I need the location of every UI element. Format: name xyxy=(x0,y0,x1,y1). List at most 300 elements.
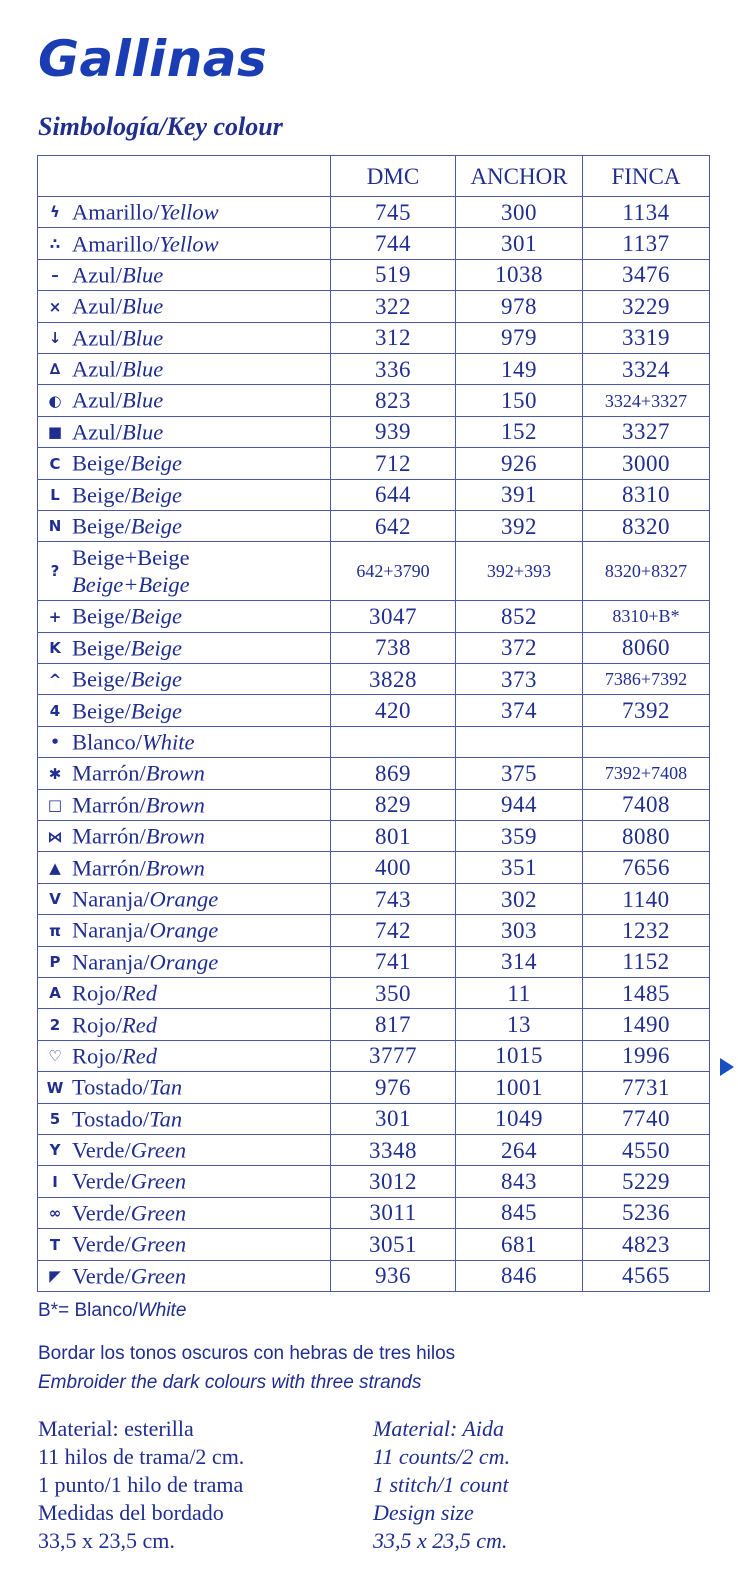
anchor-code-cell: 843 xyxy=(456,1166,583,1197)
color-name-english: Tan xyxy=(149,1074,183,1100)
finca-code-cell: 8320+8327 xyxy=(583,542,710,601)
color-name-cell xyxy=(38,789,331,820)
finca-code-cell: 1137 xyxy=(583,228,710,259)
color-name-cell xyxy=(38,542,331,601)
color-name-spanish: Marrón/ xyxy=(72,760,146,786)
color-name-english: Red xyxy=(122,1012,157,1038)
stitch-symbol-icon: L xyxy=(50,486,60,504)
finca-code-cell: 3476 xyxy=(583,259,710,290)
color-name-english: Brown xyxy=(145,760,205,786)
stitch-symbol-icon: ⋈ xyxy=(47,827,63,846)
finca-code-cell: 8310+B* xyxy=(583,601,710,632)
color-name-english: Green xyxy=(130,1231,187,1257)
anchor-code-cell: 11 xyxy=(456,977,583,1008)
stitch-symbol-icon: ∴ xyxy=(49,234,61,253)
finca-code-cell: 1490 xyxy=(583,1009,710,1040)
color-name-spanish: Amarillo/ xyxy=(72,199,160,225)
material-line: Medidas del bordado xyxy=(38,1499,224,1525)
dmc-code-cell: 976 xyxy=(331,1072,456,1103)
finca-code-cell: 1232 xyxy=(583,915,710,946)
color-name-english: Red xyxy=(122,980,157,1006)
color-name-cell xyxy=(38,852,331,883)
table-row xyxy=(38,291,710,322)
anchor-code-cell: 1038 xyxy=(456,259,583,290)
dmc-code-cell: 3051 xyxy=(331,1229,456,1260)
stitch-symbol-icon: ϟ xyxy=(50,203,60,222)
color-name-cell xyxy=(38,821,331,852)
color-name-cell xyxy=(38,1229,331,1260)
page-title: Gallinas xyxy=(38,30,268,88)
stitch-symbol-icon: ◐ xyxy=(48,391,62,410)
color-name-cell xyxy=(38,1260,331,1291)
finca-code-cell: 8310 xyxy=(583,479,710,510)
finca-code-cell: 7731 xyxy=(583,1072,710,1103)
dmc-code-cell: 743 xyxy=(331,883,456,914)
color-name-english: Blue xyxy=(122,388,164,414)
dmc-code-cell: 350 xyxy=(331,977,456,1008)
color-name-spanish: Beige/ xyxy=(72,666,131,692)
color-name-english: Brown xyxy=(145,823,205,849)
color-name-english: Yellow xyxy=(159,231,219,257)
stitch-symbol-icon: ? xyxy=(50,561,60,580)
stitch-symbol-icon: ∆ xyxy=(49,360,61,379)
color-name-spanish: Verde/ xyxy=(72,1169,131,1195)
table-row xyxy=(38,1166,710,1197)
color-name-spanish: Naranja/ xyxy=(72,917,150,943)
finca-code-cell: 3324 xyxy=(583,353,710,384)
table-row xyxy=(38,1103,710,1134)
table-row xyxy=(38,542,710,601)
stitch-symbol-icon: V xyxy=(49,890,61,909)
color-name-spanish: Rojo/ xyxy=(72,980,123,1006)
color-name-spanish: Azul/ xyxy=(72,293,122,319)
color-name-cell xyxy=(38,601,331,632)
dmc-code-cell: 744 xyxy=(331,228,456,259)
header-blank xyxy=(38,156,331,197)
color-name-cell xyxy=(38,228,331,259)
finca-code-cell: 3327 xyxy=(583,416,710,447)
color-name-cell xyxy=(38,416,331,447)
anchor-code-cell: 13 xyxy=(456,1009,583,1040)
color-name-spanish: Beige/ xyxy=(72,698,131,724)
header-finca: FINCA xyxy=(583,156,710,197)
header-dmc: DMC xyxy=(331,156,456,197)
anchor-code-cell: 152 xyxy=(456,416,583,447)
finca-code-cell: 1140 xyxy=(583,883,710,914)
finca-code-cell: 4565 xyxy=(583,1260,710,1291)
color-name-english: Yellow xyxy=(159,199,219,225)
dmc-code-cell: 936 xyxy=(331,1260,456,1291)
color-name-cell xyxy=(38,291,331,322)
anchor-code-cell: 852 xyxy=(456,601,583,632)
color-name-english: Blue xyxy=(122,325,164,351)
color-name-cell xyxy=(38,1134,331,1165)
stitch-symbol-icon: ■ xyxy=(47,423,63,442)
table-row xyxy=(38,197,710,228)
dmc-code-cell: 801 xyxy=(331,821,456,852)
finca-code-cell: 1134 xyxy=(583,197,710,228)
table-row xyxy=(38,664,710,695)
anchor-code-cell xyxy=(456,726,583,757)
table-row xyxy=(38,416,710,447)
color-name-cell xyxy=(38,1072,331,1103)
stitch-symbol-icon: K xyxy=(49,639,61,658)
dmc-code-cell: 519 xyxy=(331,259,456,290)
b-star-english: White xyxy=(137,1300,187,1321)
material-english xyxy=(373,1415,510,1555)
anchor-code-cell: 302 xyxy=(456,883,583,914)
color-name-english: Tan xyxy=(149,1106,183,1132)
stitch-symbol-icon: ♡ xyxy=(48,1047,62,1066)
stitch-symbol-icon: ↓ xyxy=(48,329,62,348)
stitch-symbol-icon: N xyxy=(48,517,62,536)
color-name-english: Brown xyxy=(145,792,205,818)
material-line: 1 punto/1 hilo de trama xyxy=(38,1471,244,1497)
color-name-cell xyxy=(38,632,331,663)
material-spanish xyxy=(38,1415,244,1555)
anchor-code-cell: 301 xyxy=(456,228,583,259)
table-row xyxy=(38,259,710,290)
color-name-spanish: Azul/ xyxy=(72,419,122,445)
color-name-english: White xyxy=(141,729,195,755)
color-name-spanish: Verde/ xyxy=(72,1231,131,1257)
material-line: Design size xyxy=(373,1499,474,1525)
color-name-spanish: Marrón/ xyxy=(72,855,146,881)
color-name-spanish: Verde/ xyxy=(72,1137,131,1163)
anchor-code-cell: 375 xyxy=(456,758,583,789)
color-name-cell xyxy=(38,915,331,946)
material-line: 1 stitch/1 count xyxy=(373,1471,509,1497)
finca-code-cell: 1485 xyxy=(583,977,710,1008)
anchor-code-cell: 681 xyxy=(456,1229,583,1260)
table-row xyxy=(38,385,710,416)
color-name-cell xyxy=(38,448,331,479)
color-name-spanish: Azul/ xyxy=(72,325,122,351)
anchor-code-cell: 300 xyxy=(456,197,583,228)
finca-code-cell: 7740 xyxy=(583,1103,710,1134)
color-name-cell xyxy=(38,479,331,510)
anchor-code-cell: 314 xyxy=(456,946,583,977)
stitch-symbol-icon: – xyxy=(51,266,59,285)
table-row xyxy=(38,632,710,663)
dmc-code-cell: 817 xyxy=(331,1009,456,1040)
color-name-english: Orange xyxy=(149,949,219,975)
dmc-code-cell: 312 xyxy=(331,322,456,353)
finca-code-cell: 3229 xyxy=(583,291,710,322)
dmc-code-cell: 3011 xyxy=(331,1197,456,1228)
color-name-spanish: Verde/ xyxy=(72,1200,131,1226)
color-name-spanish: Beige/ xyxy=(72,450,131,476)
color-name-english: Beige xyxy=(130,450,182,476)
color-name-cell xyxy=(38,322,331,353)
dmc-code-cell: 644 xyxy=(331,479,456,510)
color-name-english: Beige xyxy=(130,513,182,539)
finca-code-cell: 5236 xyxy=(583,1197,710,1228)
table-body xyxy=(38,197,710,1292)
stitch-symbol-icon: I xyxy=(52,1172,58,1191)
color-name-cell xyxy=(38,1166,331,1197)
dmc-code-cell: 745 xyxy=(331,197,456,228)
color-name-cell xyxy=(38,946,331,977)
table-row xyxy=(38,322,710,353)
color-name-cell xyxy=(38,664,331,695)
color-name-spanish: Tostado/ xyxy=(72,1106,150,1132)
table-row xyxy=(38,977,710,1008)
anchor-code-cell: 264 xyxy=(456,1134,583,1165)
anchor-code-cell: 1049 xyxy=(456,1103,583,1134)
color-name-english: Beige xyxy=(130,604,182,630)
table-row xyxy=(38,1009,710,1040)
dmc-code-cell: 3828 xyxy=(331,664,456,695)
color-name-cell xyxy=(38,758,331,789)
color-name-spanish: Amarillo/ xyxy=(72,231,160,257)
anchor-code-cell: 1001 xyxy=(456,1072,583,1103)
stitch-symbol-icon: ✱ xyxy=(48,764,62,783)
color-name-cell xyxy=(38,1103,331,1134)
header-anchor: ANCHOR xyxy=(456,156,583,197)
stitch-symbol-icon: ▲ xyxy=(49,858,61,877)
color-name-english: Blue xyxy=(122,293,164,319)
table-row xyxy=(38,1040,710,1071)
table-row xyxy=(38,479,710,510)
table-row xyxy=(38,1197,710,1228)
color-name-cell xyxy=(38,695,331,726)
color-name-english: Blue xyxy=(122,356,164,382)
finca-code-cell: 3324+3327 xyxy=(583,385,710,416)
table-row xyxy=(38,789,710,820)
color-name-english: Orange xyxy=(149,886,219,912)
table-row xyxy=(38,1260,710,1291)
anchor-code-cell: 926 xyxy=(456,448,583,479)
table-row xyxy=(38,1072,710,1103)
stitch-symbol-icon: 2 xyxy=(49,1015,61,1034)
color-name-cell xyxy=(38,726,331,757)
color-name-spanish: Azul/ xyxy=(72,388,122,414)
anchor-code-cell: 149 xyxy=(456,353,583,384)
dmc-code-cell xyxy=(331,726,456,757)
stitch-symbol-icon: • xyxy=(50,733,60,752)
finca-code-cell: 1996 xyxy=(583,1040,710,1071)
finca-code-cell: 7656 xyxy=(583,852,710,883)
color-name-spanish: Rojo/ xyxy=(72,1012,123,1038)
stitch-symbol-icon: A xyxy=(49,984,61,1003)
dmc-code-cell: 3348 xyxy=(331,1134,456,1165)
color-name-english: Green xyxy=(130,1169,187,1195)
finca-code-cell: 8080 xyxy=(583,821,710,852)
color-key-table xyxy=(37,155,710,1292)
anchor-code-cell: 150 xyxy=(456,385,583,416)
finca-code-cell: 4550 xyxy=(583,1134,710,1165)
dmc-code-cell: 712 xyxy=(331,448,456,479)
table-row xyxy=(38,758,710,789)
color-name-cell xyxy=(38,1040,331,1071)
finca-code-cell: 7386+7392 xyxy=(583,664,710,695)
color-name-spanish: Verde/ xyxy=(72,1263,131,1289)
dmc-code-cell: 738 xyxy=(331,632,456,663)
table-row xyxy=(38,1134,710,1165)
finca-code-cell: 3000 xyxy=(583,448,710,479)
key-subtitle: Simbología/Key colour xyxy=(38,112,283,141)
table-row xyxy=(38,353,710,384)
color-name-cell xyxy=(38,883,331,914)
color-name-spanish: Marrón/ xyxy=(72,823,146,849)
stitch-symbol-icon: 4 xyxy=(49,701,61,720)
color-name-spanish: Beige/ xyxy=(72,604,131,630)
table-row xyxy=(38,946,710,977)
material-line: 33,5 x 23,5 cm. xyxy=(38,1527,175,1553)
dmc-code-cell: 741 xyxy=(331,946,456,977)
finca-code-cell: 7408 xyxy=(583,789,710,820)
color-name-english: Green xyxy=(130,1137,187,1163)
anchor-code-cell: 979 xyxy=(456,322,583,353)
material-line: Material: esterilla xyxy=(38,1416,194,1441)
table-row xyxy=(38,448,710,479)
table-row xyxy=(38,915,710,946)
table-row xyxy=(38,726,710,757)
stitch-symbol-icon: □ xyxy=(47,796,63,815)
dmc-code-cell: 3777 xyxy=(331,1040,456,1071)
table-row xyxy=(38,1229,710,1260)
stitch-symbol-icon: Y xyxy=(49,1141,61,1160)
table-header-row xyxy=(38,156,710,197)
anchor-code-cell: 944 xyxy=(456,789,583,820)
anchor-code-cell: 392+393 xyxy=(456,542,583,601)
table-row xyxy=(38,510,710,541)
finca-code-cell: 5229 xyxy=(583,1166,710,1197)
dmc-code-cell: 400 xyxy=(331,852,456,883)
color-name-english: Green xyxy=(130,1263,187,1289)
next-page-arrow-icon xyxy=(720,1058,734,1076)
anchor-code-cell: 392 xyxy=(456,510,583,541)
instructions-english: Embroider the dark colours with three strands xyxy=(38,1371,422,1393)
stitch-symbol-icon: ◤ xyxy=(49,1266,61,1285)
color-name-cell xyxy=(38,510,331,541)
finca-code-cell: 3319 xyxy=(583,322,710,353)
dmc-code-cell: 3012 xyxy=(331,1166,456,1197)
color-name-spanish: Beige/ xyxy=(72,513,131,539)
anchor-code-cell: 845 xyxy=(456,1197,583,1228)
dmc-code-cell: 829 xyxy=(331,789,456,820)
color-name-spanish: Azul/ xyxy=(72,356,122,382)
color-name-english: Orange xyxy=(149,917,219,943)
dmc-code-cell: 301 xyxy=(331,1103,456,1134)
color-name-english: Beige xyxy=(130,635,182,661)
color-name-cell xyxy=(38,259,331,290)
material-line: 11 counts/2 cm. xyxy=(373,1443,511,1469)
color-name-spanish: Azul/ xyxy=(72,262,122,288)
stitch-symbol-icon: ^ xyxy=(48,670,62,689)
anchor-code-cell: 978 xyxy=(456,291,583,322)
dmc-code-cell: 823 xyxy=(331,385,456,416)
material-line: Material: Aida xyxy=(373,1416,504,1441)
anchor-code-cell: 1015 xyxy=(456,1040,583,1071)
anchor-code-cell: 351 xyxy=(456,852,583,883)
color-name-cell xyxy=(38,977,331,1008)
color-name-spanish: Naranja/ xyxy=(72,886,150,912)
anchor-code-cell: 846 xyxy=(456,1260,583,1291)
material-line: 33,5 x 23,5 cm. xyxy=(373,1527,508,1553)
b-star-prefix: B*= Blanco/ xyxy=(38,1300,138,1321)
table-row xyxy=(38,228,710,259)
table-row xyxy=(38,821,710,852)
anchor-code-cell: 303 xyxy=(456,915,583,946)
dmc-code-cell: 322 xyxy=(331,291,456,322)
material-line: 11 hilos de trama/2 cm. xyxy=(38,1443,245,1469)
color-name-english: Blue xyxy=(122,262,164,288)
color-name-spanish: Rojo/ xyxy=(72,1043,123,1069)
table-row xyxy=(38,852,710,883)
color-name-cell xyxy=(38,353,331,384)
stitch-symbol-icon: π xyxy=(49,921,61,940)
anchor-code-cell: 374 xyxy=(456,695,583,726)
finca-code-cell: 7392 xyxy=(583,695,710,726)
stitch-symbol-icon: C xyxy=(49,454,61,473)
anchor-code-cell: 391 xyxy=(456,479,583,510)
anchor-code-cell: 373 xyxy=(456,664,583,695)
color-name-english: Beige xyxy=(130,482,182,508)
dmc-code-cell: 642 xyxy=(331,510,456,541)
anchor-code-cell: 372 xyxy=(456,632,583,663)
color-name-english: Beige xyxy=(130,666,182,692)
color-name-cell xyxy=(38,197,331,228)
color-name-english: Beige+Beige xyxy=(72,572,190,598)
dmc-code-cell: 869 xyxy=(331,758,456,789)
dmc-code-cell: 420 xyxy=(331,695,456,726)
table-row xyxy=(38,695,710,726)
finca-code-cell: 8320 xyxy=(583,510,710,541)
instructions-spanish: Bordar los tonos oscuros con hebras de tres hilos xyxy=(38,1343,456,1364)
stitch-symbol-icon: × xyxy=(48,297,62,316)
dmc-code-cell: 3047 xyxy=(331,601,456,632)
color-name-spanish: Blanco/ xyxy=(72,729,142,755)
finca-code-cell: 7392+7408 xyxy=(583,758,710,789)
dmc-code-cell: 939 xyxy=(331,416,456,447)
color-name-spanish: Beige+Beige xyxy=(72,545,190,571)
color-name-english: Beige xyxy=(130,698,182,724)
instructions xyxy=(38,1340,455,1397)
b-star-note xyxy=(38,1300,186,1322)
finca-code-cell: 8060 xyxy=(583,632,710,663)
finca-code-cell xyxy=(583,726,710,757)
dmc-code-cell: 742 xyxy=(331,915,456,946)
color-name-english: Red xyxy=(122,1043,157,1069)
color-name-spanish: Naranja/ xyxy=(72,949,150,975)
color-name-spanish: Marrón/ xyxy=(72,792,146,818)
color-name-english: Brown xyxy=(145,855,205,881)
table-row xyxy=(38,883,710,914)
color-name-spanish: Beige/ xyxy=(72,635,131,661)
dmc-code-cell: 642+3790 xyxy=(331,542,456,601)
anchor-code-cell: 359 xyxy=(456,821,583,852)
color-name-spanish: Beige/ xyxy=(72,482,131,508)
stitch-symbol-icon: T xyxy=(49,1235,61,1254)
color-name-english: Green xyxy=(130,1200,187,1226)
color-name-cell xyxy=(38,385,331,416)
stitch-symbol-icon: P xyxy=(49,953,61,972)
table-row xyxy=(38,601,710,632)
stitch-symbol-icon: ∞ xyxy=(48,1204,62,1223)
color-name-cell xyxy=(38,1197,331,1228)
color-name-stack xyxy=(72,544,190,598)
finca-code-cell: 4823 xyxy=(583,1229,710,1260)
dmc-code-cell: 336 xyxy=(331,353,456,384)
color-name-spanish: Tostado/ xyxy=(72,1074,150,1100)
color-name-english: Blue xyxy=(122,419,164,445)
stitch-symbol-icon: 5 xyxy=(49,1110,61,1129)
stitch-symbol-icon: + xyxy=(48,607,62,626)
color-name-cell xyxy=(38,1009,331,1040)
finca-code-cell: 1152 xyxy=(583,946,710,977)
